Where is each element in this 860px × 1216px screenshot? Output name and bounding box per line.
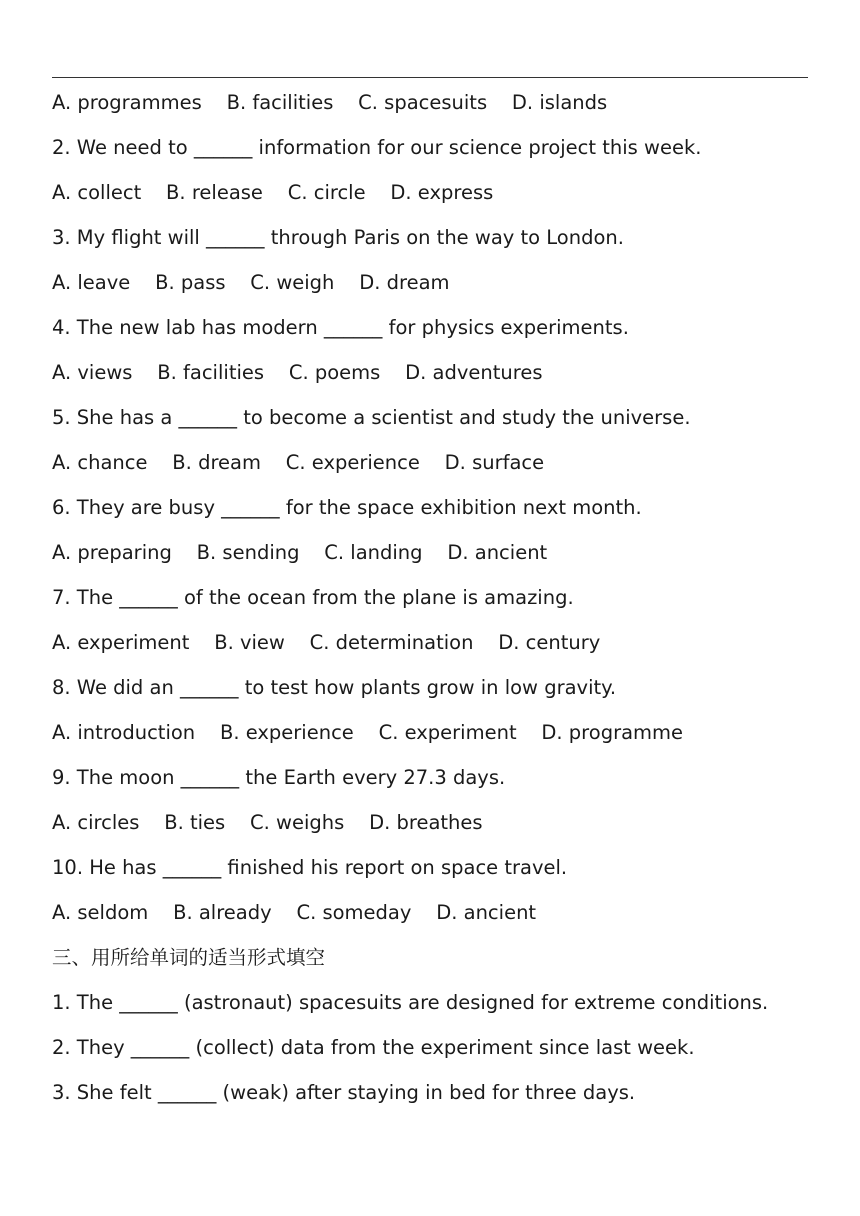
question-line: 9. The moon ______ the Earth every 27.3 days.	[52, 766, 506, 789]
question-line: 5. She has a ______ to become a scientist and study the universe.	[52, 406, 691, 429]
options-line: A. circles B. ties C. weighs D. breathes	[52, 811, 483, 834]
question-line: 6. They are busy ______ for the space exhibition next month.	[52, 496, 642, 519]
question-line: 2. We need to ______ information for our science project this week.	[52, 136, 702, 159]
question-line: 7. The ______ of the ocean from the plane is amazing.	[52, 586, 574, 609]
options-line: A. views B. facilities C. poems D. adventures	[52, 361, 543, 384]
options-line: A. chance B. dream C. experience D. surface	[52, 451, 545, 474]
options-line: A. collect B. release C. circle D. express	[52, 181, 494, 204]
question-line: 2. They ______ (collect) data from the experiment since last week.	[52, 1036, 695, 1059]
header-rule	[52, 77, 808, 78]
section-heading: 三、用所给单词的适当形式填空	[52, 946, 326, 969]
options-line: A. introduction B. experience C. experiment D. programme	[52, 721, 684, 744]
question-line: 10. He has ______ finished his report on space travel.	[52, 856, 568, 879]
question-line: 3. My flight will ______ through Paris on the way to London.	[52, 226, 624, 249]
question-line: 1. The ______ (astronaut) spacesuits are designed for extreme conditions.	[52, 991, 769, 1014]
options-line: A. programmes B. facilities C. spacesuits D. islands	[52, 91, 608, 114]
options-line: A. leave B. pass C. weigh D. dream	[52, 271, 450, 294]
text-body	[52, 88, 832, 1123]
question-line: 4. The new lab has modern ______ for physics experiments.	[52, 316, 629, 339]
options-line: A. preparing B. sending C. landing D. ancient	[52, 541, 548, 564]
question-line: 8. We did an ______ to test how plants grow in low gravity.	[52, 676, 617, 699]
options-line: A. seldom B. already C. someday D. ancient	[52, 901, 537, 924]
options-line: A. experiment B. view C. determination D. century	[52, 631, 601, 654]
question-line: 3. She felt ______ (weak) after staying in bed for three days.	[52, 1081, 636, 1104]
